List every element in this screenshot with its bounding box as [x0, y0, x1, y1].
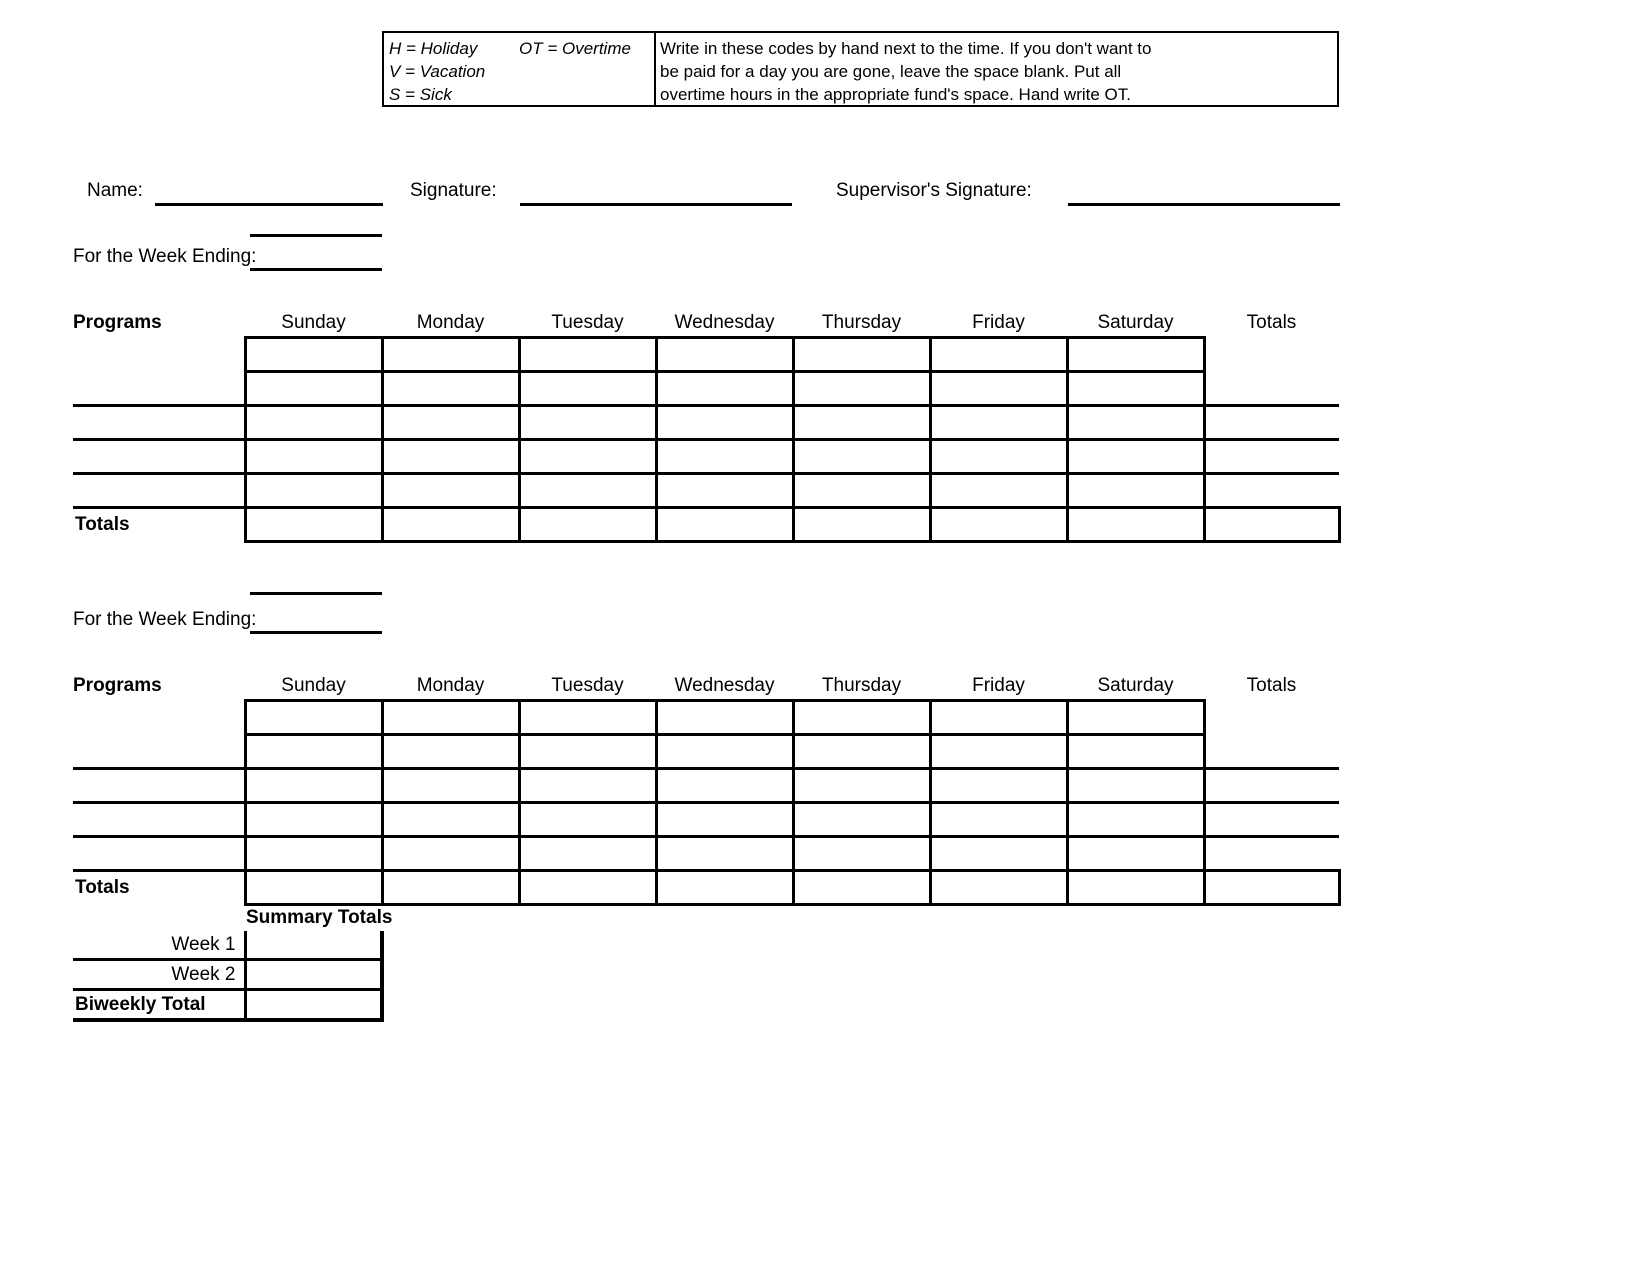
week2-cell-3-friday[interactable] — [930, 803, 1067, 837]
week1-cell-0-saturday[interactable] — [1067, 338, 1204, 372]
week1-cell-2-saturday[interactable] — [1067, 406, 1204, 440]
week1-cell-0-friday[interactable] — [930, 338, 1067, 372]
week2-cell-2-saturday[interactable] — [1067, 769, 1204, 803]
supervisor-signature-label: Supervisor's Signature: — [836, 180, 1032, 201]
legend-code-row — [389, 60, 654, 83]
week2-cell-4-friday[interactable] — [930, 837, 1067, 871]
legend-instruction-line: Write in these codes by hand next to the time. If you don't want to — [660, 39, 1152, 58]
week2-header-sunday: Sunday — [281, 675, 346, 696]
week2-cell-1-friday[interactable] — [930, 735, 1067, 769]
week1-cell-3-tuesday[interactable] — [519, 440, 656, 474]
week2-cell-0-saturday[interactable] — [1067, 701, 1204, 735]
week1-total-thursday[interactable] — [793, 508, 930, 542]
week1-cell-4-monday[interactable] — [382, 474, 519, 508]
week2-cell-1-monday[interactable] — [382, 735, 519, 769]
week1-ending-rule-top — [250, 234, 382, 237]
week2-cell-2-friday[interactable] — [930, 769, 1067, 803]
week1-cell-2-thursday[interactable] — [793, 406, 930, 440]
legend-instructions — [656, 33, 1337, 105]
week2-program-4[interactable] — [73, 837, 245, 871]
week1-cell-3-monday[interactable] — [382, 440, 519, 474]
week1-grid — [73, 336, 1340, 543]
week2-cell-0-monday[interactable] — [382, 701, 519, 735]
week2-program-2[interactable] — [73, 769, 245, 803]
week1-cell-1-monday[interactable] — [382, 372, 519, 406]
week1-cell-4-saturday[interactable] — [1067, 474, 1204, 508]
legend-code-vacation: V = Vacation — [389, 62, 486, 81]
week1-cell-4-thursday[interactable] — [793, 474, 930, 508]
week1-cell-0-thursday[interactable] — [793, 338, 930, 372]
legend-code-row — [389, 37, 654, 60]
week1-cell-3-friday[interactable] — [930, 440, 1067, 474]
legend-instruction-line: be paid for a day you are gone, leave the space blank. Put all — [660, 62, 1122, 81]
week2-cell-3-sunday[interactable] — [245, 803, 382, 837]
week2-total-sunday[interactable] — [245, 871, 382, 905]
table-row — [73, 837, 1339, 871]
totals-row — [73, 871, 1339, 905]
week1-rowtotal-3[interactable] — [1204, 440, 1339, 474]
table-row — [73, 406, 1339, 440]
week1-program-3[interactable] — [73, 440, 245, 474]
week1-cell-4-tuesday[interactable] — [519, 474, 656, 508]
week2-program-3[interactable] — [73, 803, 245, 837]
summary-label-biweekly: Biweekly Total — [73, 990, 245, 1021]
week1-cell-1-wednesday[interactable] — [656, 372, 793, 406]
week2-cell-0-friday[interactable] — [930, 701, 1067, 735]
week1-cell-2-sunday[interactable] — [245, 406, 382, 440]
week1-header-sunday: Sunday — [281, 312, 346, 333]
summary-totals-title: Summary Totals — [246, 907, 393, 928]
week2-cell-4-sunday[interactable] — [245, 837, 382, 871]
week2-programs-header: Programs — [73, 675, 162, 696]
week2-rowtotal-4[interactable] — [1204, 837, 1339, 871]
summary-table — [73, 931, 384, 1022]
week1-ending-input[interactable] — [250, 268, 382, 271]
week1-total-saturday[interactable] — [1067, 508, 1204, 542]
week2-total-saturday[interactable] — [1067, 871, 1204, 905]
week1-total-sunday[interactable] — [245, 508, 382, 542]
week1-header-monday: Monday — [416, 312, 485, 333]
legend-instruction-line: overtime hours in the appropriate fund's space. Hand write OT. — [660, 85, 1131, 104]
signature-input[interactable] — [520, 203, 792, 206]
week2-total-wednesday[interactable] — [656, 871, 793, 905]
week1-cell-3-wednesday[interactable] — [656, 440, 793, 474]
week2-cell-2-tuesday[interactable] — [519, 769, 656, 803]
week2-header-monday: Monday — [416, 675, 485, 696]
week2-total-monday[interactable] — [382, 871, 519, 905]
week1-totals-row-label: Totals — [75, 514, 130, 536]
week1-cell-0-wednesday[interactable] — [656, 338, 793, 372]
week2-rowtotal-0[interactable] — [1204, 701, 1339, 735]
table-row — [73, 338, 1339, 372]
week2-rowtotal-3[interactable] — [1204, 803, 1339, 837]
week1-cell-2-monday[interactable] — [382, 406, 519, 440]
table-row — [73, 803, 1339, 837]
week1-total-wednesday[interactable] — [656, 508, 793, 542]
week2-cell-4-tuesday[interactable] — [519, 837, 656, 871]
week1-total-monday[interactable] — [382, 508, 519, 542]
week2-cell-4-wednesday[interactable] — [656, 837, 793, 871]
week1-header-wednesday: Wednesday — [674, 312, 775, 333]
week1-cell-4-sunday[interactable] — [245, 474, 382, 508]
supervisor-signature-input[interactable] — [1068, 203, 1340, 206]
week2-grand-total[interactable] — [1204, 871, 1339, 905]
signature-label: Signature: — [410, 180, 497, 201]
week2-cell-0-tuesday[interactable] — [519, 701, 656, 735]
table-row — [73, 440, 1339, 474]
legend-box — [382, 31, 1339, 107]
week2-cell-3-tuesday[interactable] — [519, 803, 656, 837]
week1-cell-4-friday[interactable] — [930, 474, 1067, 508]
week2-cell-3-thursday[interactable] — [793, 803, 930, 837]
summary-row-biweekly — [73, 990, 382, 1021]
week2-cell-2-sunday[interactable] — [245, 769, 382, 803]
table-row — [73, 372, 1339, 406]
week1-column-headers — [73, 312, 1340, 334]
week1-rowtotal-2[interactable] — [1204, 406, 1339, 440]
week2-ending-rule-top — [250, 592, 382, 595]
week1-cell-4-wednesday[interactable] — [656, 474, 793, 508]
week1-cell-0-sunday[interactable] — [245, 338, 382, 372]
week2-cell-1-sunday[interactable] — [245, 735, 382, 769]
week2-cell-0-thursday[interactable] — [793, 701, 930, 735]
name-input[interactable] — [155, 203, 383, 206]
summary-totals-block — [73, 931, 384, 1022]
week1-header-tuesday: Tuesday — [551, 312, 624, 333]
week1-cell-2-friday[interactable] — [930, 406, 1067, 440]
week1-total-tuesday[interactable] — [519, 508, 656, 542]
week2-grid — [73, 699, 1340, 906]
week2-cell-1-thursday[interactable] — [793, 735, 930, 769]
week2-header-wednesday: Wednesday — [674, 675, 775, 696]
week2-header-tuesday: Tuesday — [551, 675, 624, 696]
week1-cell-2-wednesday[interactable] — [656, 406, 793, 440]
summary-value-biweekly[interactable] — [245, 990, 382, 1021]
week2-cell-4-monday[interactable] — [382, 837, 519, 871]
week2-header-saturday: Saturday — [1097, 675, 1174, 696]
week2-cell-3-saturday[interactable] — [1067, 803, 1204, 837]
legend-code-overtime: OT = Overtime — [519, 39, 631, 58]
week2-cell-1-saturday[interactable] — [1067, 735, 1204, 769]
week1-cell-2-tuesday[interactable] — [519, 406, 656, 440]
week2-header-friday: Friday — [972, 675, 1025, 696]
week1-cell-1-saturday[interactable] — [1067, 372, 1204, 406]
week2-cell-0-sunday[interactable] — [245, 701, 382, 735]
week1-program-4[interactable] — [73, 474, 245, 508]
week2-ending-input[interactable] — [250, 631, 382, 634]
week1-cell-1-thursday[interactable] — [793, 372, 930, 406]
week1-program-2[interactable] — [73, 406, 245, 440]
summary-label-week1: Week 1 — [73, 931, 245, 960]
week2-total-tuesday[interactable] — [519, 871, 656, 905]
week1-header-friday: Friday — [972, 312, 1025, 333]
summary-label-week2: Week 2 — [73, 960, 245, 990]
week2-cell-2-wednesday[interactable] — [656, 769, 793, 803]
name-label: Name: — [87, 180, 143, 201]
week2-cell-4-thursday[interactable] — [793, 837, 930, 871]
table-row — [73, 701, 1339, 735]
week1-program-0[interactable] — [73, 338, 245, 372]
week1-rowtotal-1[interactable] — [1204, 372, 1339, 406]
week1-programs-header: Programs — [73, 312, 162, 333]
week2-rowtotal-1[interactable] — [1204, 735, 1339, 769]
week1-cell-1-friday[interactable] — [930, 372, 1067, 406]
week2-cell-1-tuesday[interactable] — [519, 735, 656, 769]
week1-cell-1-tuesday[interactable] — [519, 372, 656, 406]
legend-code-sick: S = Sick — [389, 85, 452, 104]
legend-code-holiday: H = Holiday — [389, 39, 478, 58]
week1-cell-3-saturday[interactable] — [1067, 440, 1204, 474]
week2-cell-3-wednesday[interactable] — [656, 803, 793, 837]
week1-header-saturday: Saturday — [1097, 312, 1174, 333]
week2-header-thursday: Thursday — [821, 675, 902, 696]
week1-header-totals: Totals — [1246, 312, 1297, 333]
week1-header-thursday: Thursday — [821, 312, 902, 333]
week2-ending-label: For the Week Ending: — [73, 609, 257, 630]
week1-grand-total[interactable] — [1204, 508, 1339, 542]
week1-cell-1-sunday[interactable] — [245, 372, 382, 406]
week1-cell-3-sunday[interactable] — [245, 440, 382, 474]
week2-cell-2-thursday[interactable] — [793, 769, 930, 803]
week1-rowtotal-4[interactable] — [1204, 474, 1339, 508]
week2-cell-4-saturday[interactable] — [1067, 837, 1204, 871]
week2-program-1[interactable] — [73, 735, 245, 769]
week1-total-friday[interactable] — [930, 508, 1067, 542]
legend-code-row — [389, 83, 654, 106]
week2-table — [73, 699, 1341, 906]
summary-row-week1 — [73, 931, 382, 960]
week1-rowtotal-0[interactable] — [1204, 338, 1339, 372]
table-row — [73, 769, 1339, 803]
week2-total-friday[interactable] — [930, 871, 1067, 905]
week2-cell-1-wednesday[interactable] — [656, 735, 793, 769]
week2-total-thursday[interactable] — [793, 871, 930, 905]
week2-rowtotal-2[interactable] — [1204, 769, 1339, 803]
summary-value-week1[interactable] — [245, 931, 382, 960]
week1-cell-0-tuesday[interactable] — [519, 338, 656, 372]
week2-header-totals: Totals — [1246, 675, 1297, 696]
week2-totals-row-label: Totals — [75, 877, 130, 899]
week2-program-0[interactable] — [73, 701, 245, 735]
week2-cell-2-monday[interactable] — [382, 769, 519, 803]
week1-table — [73, 336, 1341, 543]
table-row — [73, 474, 1339, 508]
week1-cell-0-monday[interactable] — [382, 338, 519, 372]
summary-value-week2[interactable] — [245, 960, 382, 990]
week1-ending-label: For the Week Ending: — [73, 246, 257, 267]
week1-program-1[interactable] — [73, 372, 245, 406]
totals-row — [73, 508, 1339, 542]
week2-cell-3-monday[interactable] — [382, 803, 519, 837]
summary-row-week2 — [73, 960, 382, 990]
legend-codes — [384, 33, 656, 105]
week2-column-headers — [73, 675, 1340, 697]
table-row — [73, 735, 1339, 769]
week1-cell-3-thursday[interactable] — [793, 440, 930, 474]
week2-cell-0-wednesday[interactable] — [656, 701, 793, 735]
